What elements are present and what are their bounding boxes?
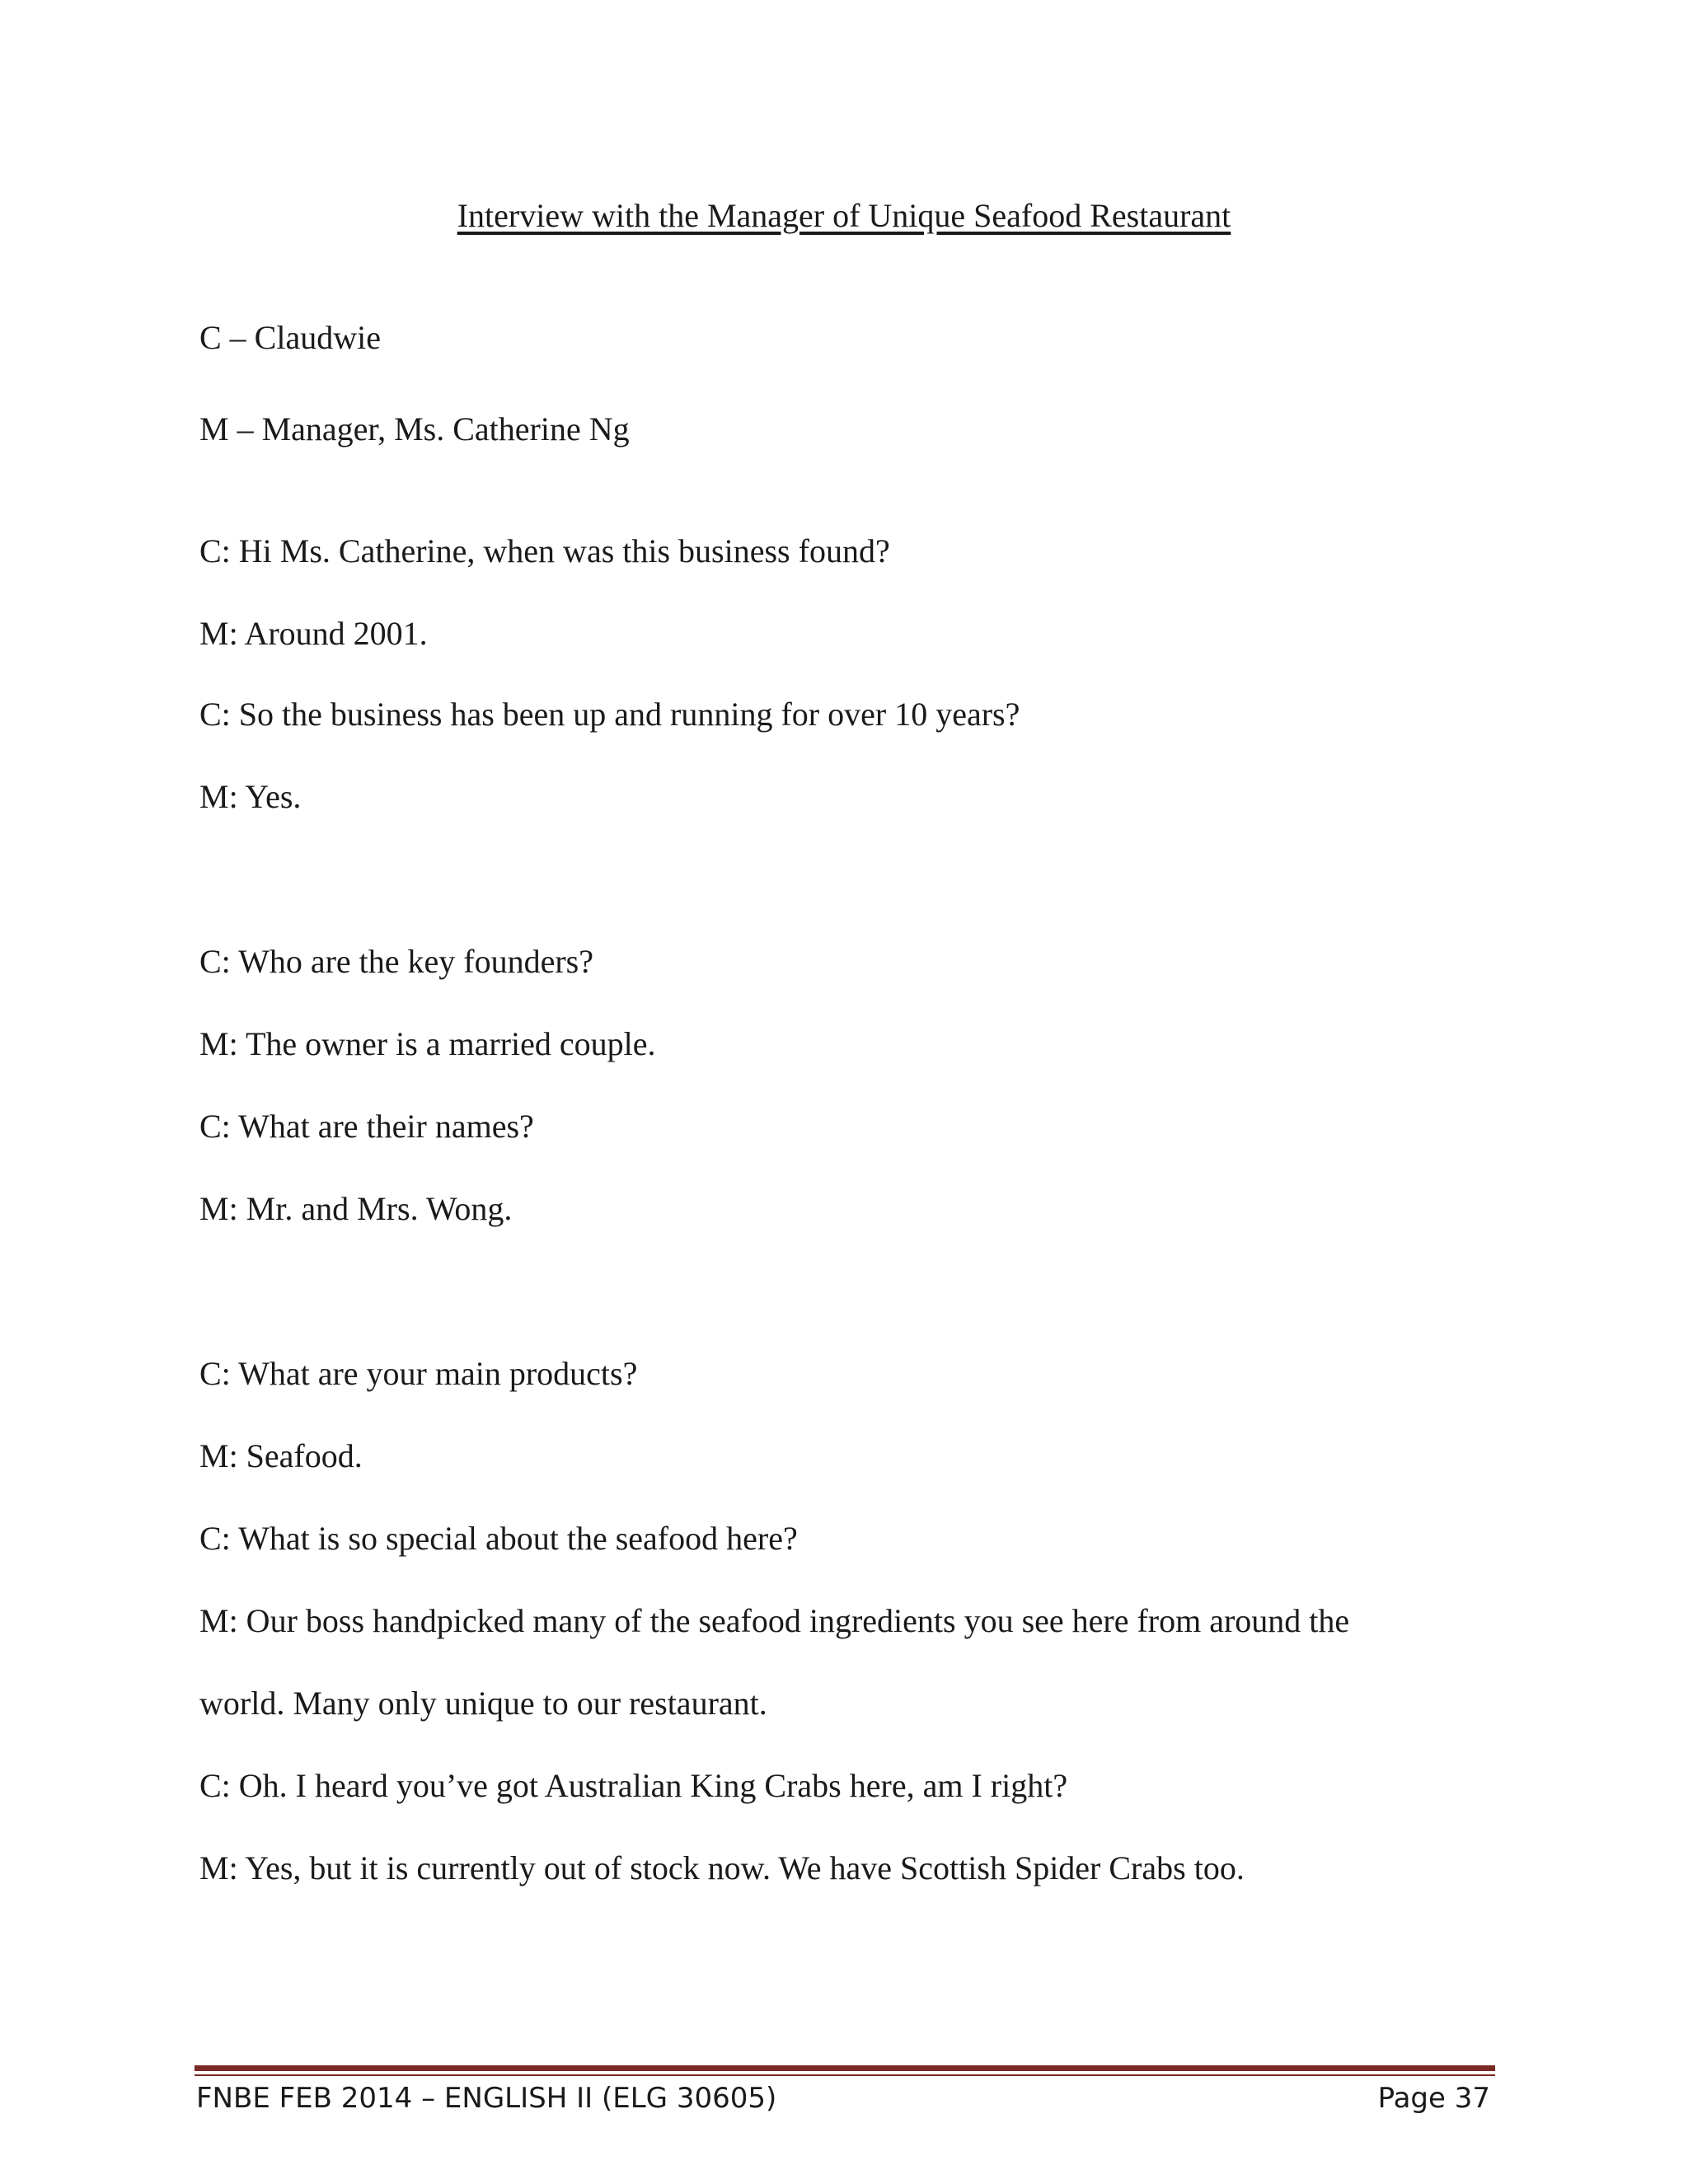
footer-page-number: Page 37	[1377, 2082, 1490, 2115]
dialogue-line: C: Hi Ms. Catherine, when was this business found?	[199, 532, 890, 569]
dialogue-line: C: Oh. I heard you’ve got Australian King Crabs here, am I right?	[199, 1767, 1068, 1804]
dialogue-line: C: Who are the key founders?	[199, 943, 593, 980]
dialogue-line: C: So the business has been up and running for over 10 years?	[199, 696, 1020, 733]
dialogue-line: M: Mr. and Mrs. Wong.	[199, 1190, 513, 1227]
dialogue-line: C: What are their names?	[199, 1108, 534, 1145]
participant-manager: M – Manager, Ms. Catherine Ng	[199, 410, 630, 448]
document-title: Interview with the Manager of Unique Seafood Restaurant	[457, 197, 1231, 234]
dialogue-line: C: What is so special about the seafood here?	[199, 1520, 798, 1557]
dialogue-line: world. Many only unique to our restaurant.	[199, 1685, 767, 1722]
dialogue-line: C: What are your main products?	[199, 1355, 638, 1392]
dialogue-line: M: Seafood.	[199, 1437, 363, 1474]
participant-claudwie: C – Claudwie	[199, 319, 381, 356]
dialogue-line: M: The owner is a married couple.	[199, 1025, 656, 1062]
dialogue-line: M: Yes, but it is currently out of stock now. We have Scottish Spider Crabs too.	[199, 1849, 1245, 1886]
dialogue-line: M: Yes.	[199, 778, 302, 815]
footer-course: FNBE FEB 2014 – ENGLISH II (ELG 30605)	[196, 2082, 777, 2115]
dialogue-line: M: Our boss handpicked many of the seafood ingredients you see here from around the	[199, 1602, 1350, 1639]
dialogue-line: M: Around 2001.	[199, 615, 428, 652]
footer-rule-thin	[195, 2074, 1495, 2076]
footer-rule	[195, 2065, 1495, 2071]
